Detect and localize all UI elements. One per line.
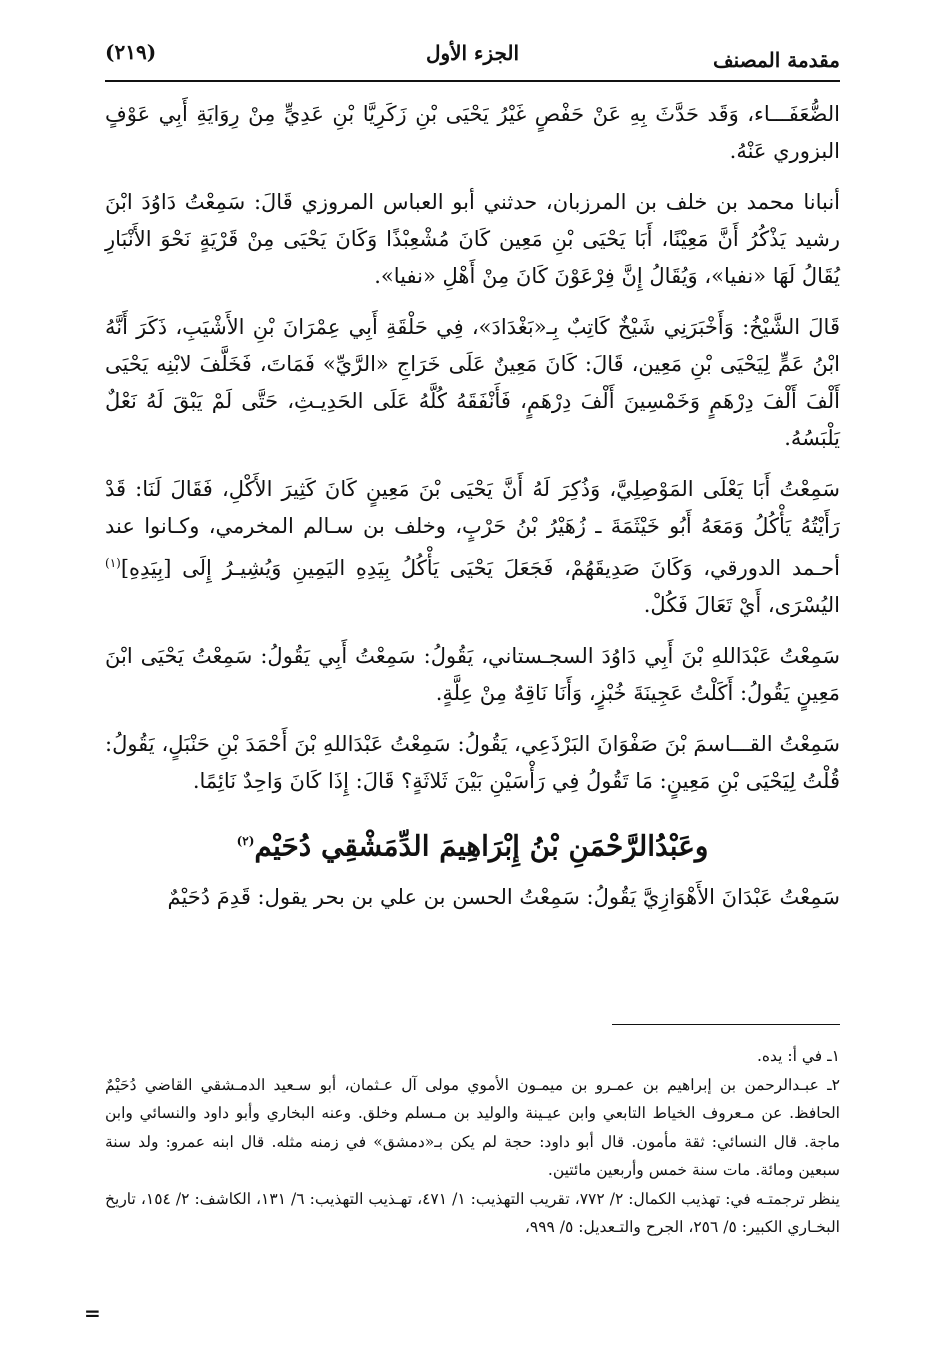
paragraph-4-text: سَمِعْتُ أَبَا يَعْلَى المَوْصِلِيَّ، وَذُكِرَ لَهُ أَنَّ يَحْيَى بْنَ مَعِينٍ كَانَ كَثِيرَ الأَكْلِ، فَقَالَ لَنَا: قَدْ رَأَيْتُهُ يَأْكُلُ وَمَعَهُ أَبُو خَيْثَمَةَ ـ زُهَيْرُ بْنُ حَرْبٍ، وخلف بن سـالم المخرمي، وكـانوا عند أحـمد الدورقي، وَكَانَ صَدِيقَهُمْ، فَجَعَلَ يَحْيَى يَأْكُلُ بِيَدِهِ اليَمِينِ وَيُشِيـرُ إِلَى [بِيَدِهِ] [105,477,840,580]
paragraph-6: سَمِعْتُ القـــاسمَ بْنَ صَفْوَانَ البَرْذَعِي، يَقُولُ: سَمِعْتُ عَبْدَاللهِ بْنَ أَحْمَدَ بْنِ حَنْبَلٍ، يَقُولُ: قُلْتُ لِيَحْيَى بْنِ مَعِينٍ: مَا تَقُولُ فِي رَأْسَيْنِ بَيْنَ ثَلاثَةٍ؟ قَالَ: إِذَا كَانَ وَاحِدٌ نَائِمًا. [105,732,840,793]
main-text [105,96,840,930]
section-title: مقدمة المصنف [712,48,840,72]
footnote-ref-2: (٢) [236,834,255,848]
biography-heading-text: وعَبْدُالرَّحْمَنِ بْنُ إِبْرَاهِيمَ الدِّمَشْقِي دُحَيْم [254,829,709,863]
paragraph-7: سَمِعْتُ عَبْدَانَ الأَهْوَازِيَّ يَقُولُ: سَمِعْتُ الحسن بن علي بن بحر يقول: قَدِمَ دُحَيْمٌ [167,885,840,910]
paragraph-3: قَالَ الشَّيْخُ: وَأَخْبَرَنِي شَيْخٌ كَاتِبٌ بِـ«بَغْدَادَ»، فِي حَلْقَةِ أَبِي عِمْرَانَ بْنِ الأَشْيَبِ، ذَكَرَ أَنَّهُ ابْنُ عَمٍّ لِيَحْيَى بْنِ مَعِين، قَالَ: كَانَ مَعِينٌ عَلَى خَرَاجِ «الرَّيِّ» فَمَاتَ، فَخَلَّفَ لابْنِه يَحْيَى أَلْفَ أَلْفَ دِرْهَمٍ وَخَمْسِينَ أَلْفَ دِرْهَمٍ، فَأَنْفَقَهُ كُلَّهُ عَلَى الحَدِيـثِ، حَتَّى لَمْ يَبْقَ لَهُ نَعْلٌ يَلْبَسُهُ. [105,315,840,450]
paragraph-5: سَمِعْتُ عَبْدَاللهِ بْنَ أَبِي دَاوُدَ السجـستاني، يَقُولُ: سَمِعْتُ أَبِي يَقُولُ: سَمِعْتُ يَحْيَى ابْنَ مَعِينٍ يَقُولُ: أَكَلْتُ عَجِينَةَ خُبْزٍ، وَأَنَا نَاقِهٌ مِنْ عِلَّةٍ. [105,644,840,705]
header-rule [105,80,840,82]
running-header [105,38,840,78]
paragraph-4 [105,471,840,624]
footnote-2: ٢ـ عبـدالرحمن بن إبراهيم بن عمـرو بن ميمـون الأموي مولى آل عـثمان، أبو سـعيد الدمـشقي القاضي دُحَيْمٌ الحافظ. عن مـعروف الخياط التابعي وابن عيـينة والوليد بن مـسلم وخلق. وعنه البخاري وأبو داود والنسائي وابن ماجة. قال النسائي: ثقة مأمون. قال أبو داود: حجة لم يكن بـ«دمشق» في زمنه مثله. قال ابنه عمرو: ولد سنة سبعين ومائة. مات سنة خمس وأربعين مائتين. [105,1075,840,1179]
biography-heading [105,814,840,873]
paragraph-2: أنبانا محمد بن خلف بن المرزبان، حدثني أبو العباس المروزي قَالَ: سَمِعْتُ دَاوُدَ ابْنَ رشيد يَذْكُرُ أَنَّ مَعِيْنًا، أَبَا يَحْيَى بْنِ مَعِين كَانَ مُشْعِبْذًا وَكَانَ يَحْيَى مِنْ قَرْيَةٍ نَحْوَ الأَنْبَارِ يُقَالُ لَهَا «نفيا»، وَيُقَالُ إِنَّ فِرْعَوْنَ كَانَ مِنْ أَهْلِ «نفيا». [105,190,840,288]
footnote-rule [612,1024,840,1025]
part-title: الجزء الأول [425,41,520,65]
page-number: (٢١٩) [105,40,157,64]
continuation-mark: = [84,1301,101,1325]
footnote-sources: ينظر ترجمتـه في: تهذيب الكمال: ٢/ ٧٧٢، تقريب التهذيب: ١/ ٤٧١، تهـذيب التهذيب: ٦/ ١٣١، الكاشف: ٢/ ١٥٤، تاريخ البخـاري الكبير: ٥/ ٢٥٦، الجرح والتـعديل: ٥/ ٩٩٩، [105,1189,840,1236]
footnotes [105,1042,840,1242]
paragraph-4-text-end: اليُسْرَى، أَيْ تَعَالَ فَكُلْ. [643,593,840,617]
footnote-1: ١ـ في أ: يده. [756,1047,840,1065]
paragraph-1: الضُّعَفَـــاء، وَقَد حَدَّثَ بِهِ عَنْ حَفْصٍ غَيْرُ يَحْيَى بْنِ زَكَرِيَّا بْنِ عَدِيٍّ مِنْ رِوَايَةِ أَبِي عَوْفٍ البزوري عَنْهُ. [105,102,840,163]
footnote-ref-1: (١) [105,556,121,570]
